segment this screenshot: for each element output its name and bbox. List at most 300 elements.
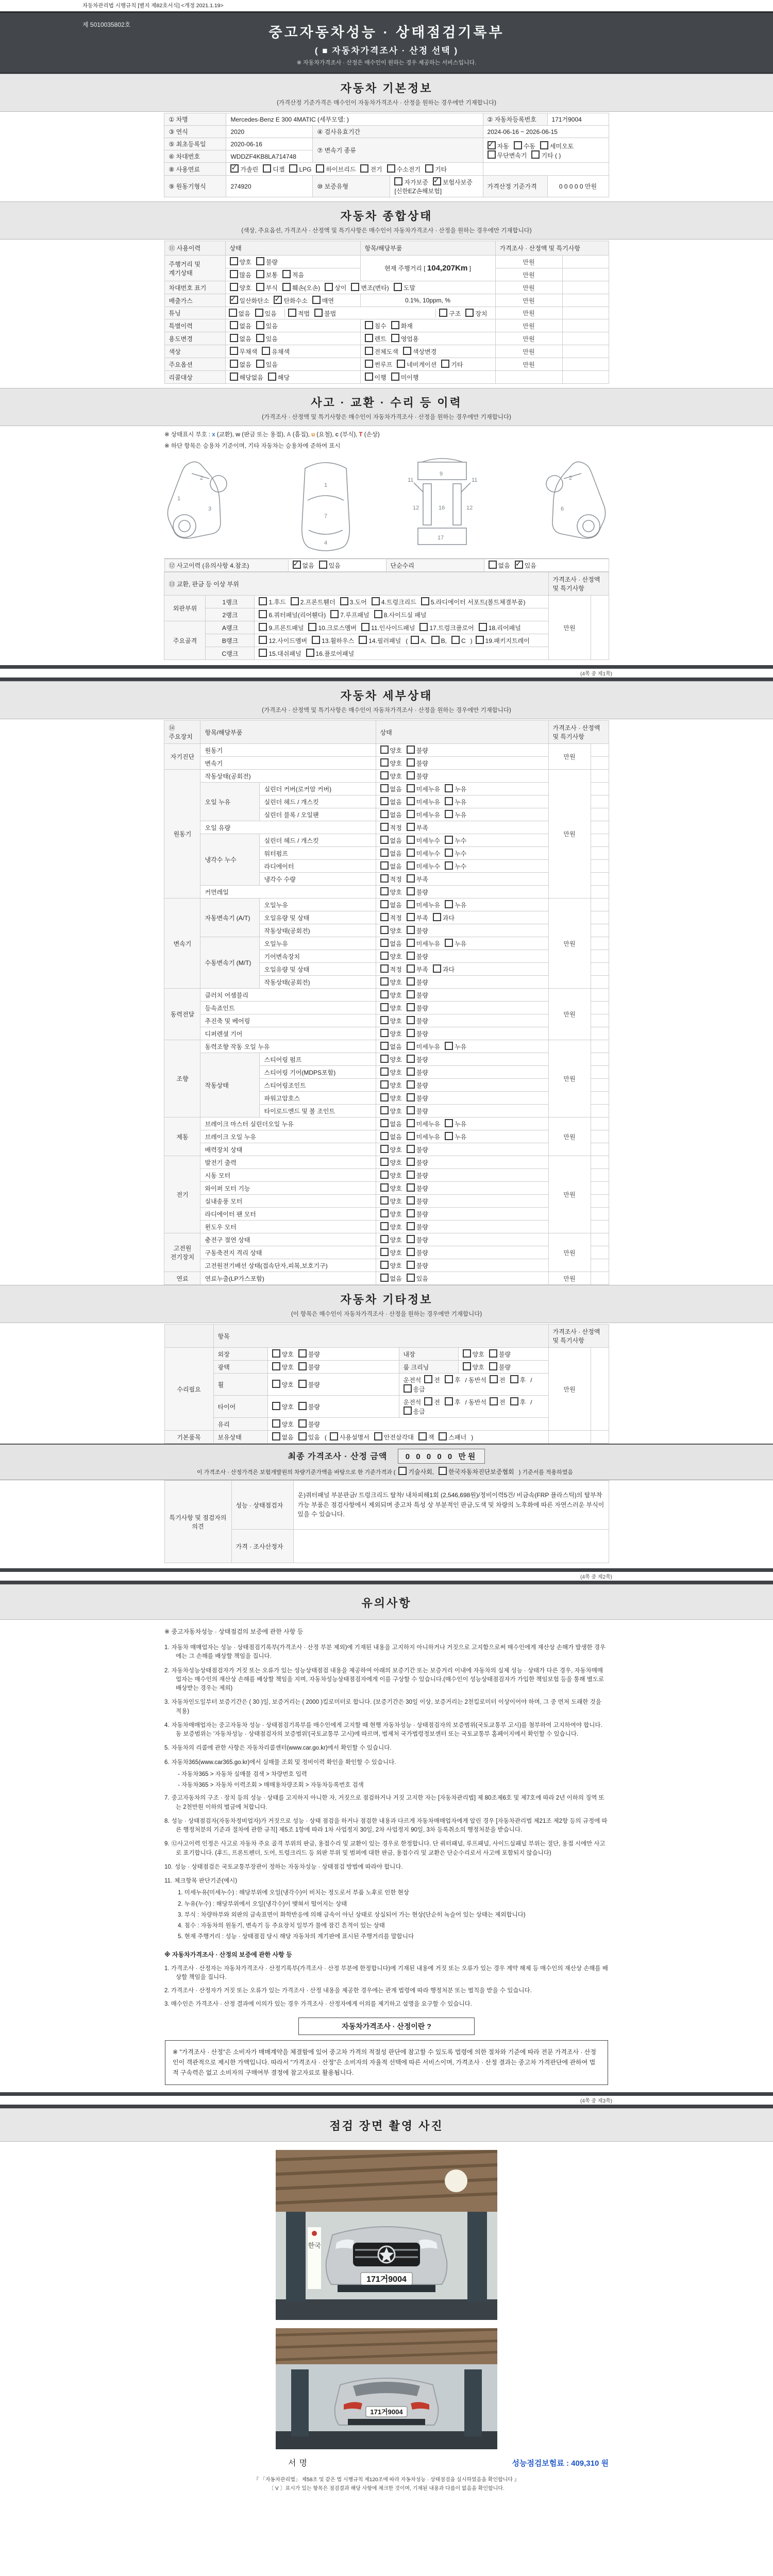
checkbox-box[interactable] (445, 849, 453, 857)
checkbox-양호[interactable] (380, 926, 402, 935)
checkbox-box[interactable] (407, 1196, 415, 1205)
checkbox-box[interactable] (230, 360, 238, 368)
checkbox-box[interactable] (407, 836, 415, 844)
checkbox-양호[interactable] (380, 1209, 402, 1218)
checkbox-없음[interactable] (380, 836, 402, 845)
checkbox-누유[interactable] (445, 1132, 466, 1141)
checkbox-box[interactable] (380, 784, 389, 792)
checkbox-box[interactable] (441, 360, 449, 368)
checkbox-box[interactable] (407, 1209, 415, 1217)
checkbox-box[interactable] (433, 177, 441, 185)
checkbox-box[interactable] (365, 372, 373, 381)
checkbox-양호[interactable] (380, 990, 402, 999)
checkbox-box[interactable] (380, 1029, 389, 1037)
checkbox-box[interactable] (380, 849, 389, 857)
checkbox-box[interactable] (365, 334, 373, 342)
checkbox-box[interactable] (380, 823, 389, 831)
checkbox-box[interactable] (230, 164, 239, 173)
checkbox-무단변속기[interactable] (488, 150, 527, 160)
checkbox-해당없음[interactable] (230, 372, 263, 382)
checkbox-box[interactable] (531, 150, 540, 159)
checkbox-box[interactable] (445, 861, 453, 870)
checkbox-불량[interactable] (407, 1029, 428, 1038)
checkbox-전[interactable] (424, 1397, 440, 1406)
checkbox-box[interactable] (268, 372, 276, 381)
checkbox-불량[interactable] (407, 1171, 428, 1180)
checkbox-box[interactable] (230, 296, 238, 304)
checkbox-box[interactable] (263, 164, 271, 173)
checkbox-불량[interactable] (407, 1067, 428, 1077)
checkbox-box[interactable] (380, 1067, 389, 1076)
checkbox-양호[interactable] (380, 1222, 402, 1231)
checkbox-한국자동차진단보증협회[interactable] (439, 1467, 514, 1476)
checkbox-불량[interactable] (407, 1183, 428, 1193)
checkbox-양호[interactable] (380, 1029, 402, 1038)
checkbox-자동[interactable] (488, 141, 509, 150)
checkbox-box[interactable] (510, 1375, 518, 1383)
checkbox-불량[interactable] (407, 990, 428, 999)
checkbox-box[interactable] (407, 1093, 415, 1101)
checkbox-7.루프패널[interactable] (330, 610, 369, 619)
checkbox-box[interactable] (229, 309, 237, 317)
checkbox-box[interactable] (291, 597, 299, 605)
checkbox-양호[interactable] (380, 1003, 402, 1012)
checkbox-있음[interactable] (256, 360, 278, 369)
checkbox-없음[interactable] (380, 797, 402, 806)
checkbox-기타[interactable] (425, 164, 447, 174)
checkbox-box[interactable] (306, 649, 314, 657)
checkbox-불량[interactable] (298, 1349, 320, 1359)
checkbox-있음[interactable] (298, 1432, 320, 1442)
checkbox-15.대쉬패널[interactable] (259, 649, 301, 658)
checkbox-box[interactable] (445, 1042, 453, 1050)
checkbox-적정[interactable] (380, 874, 402, 884)
checkbox-잭[interactable] (418, 1432, 434, 1442)
checkbox-구조[interactable] (439, 309, 461, 318)
checkbox-box[interactable] (407, 823, 415, 831)
checkbox-부족[interactable] (407, 964, 428, 974)
checkbox-box[interactable] (439, 309, 447, 317)
checkbox-양호[interactable] (380, 1080, 402, 1090)
checkbox-box[interactable] (380, 1093, 389, 1101)
checkbox-box[interactable] (312, 296, 321, 304)
checkbox-box[interactable] (445, 1397, 453, 1405)
checkbox-없음[interactable] (380, 849, 402, 858)
checkbox-가솔린[interactable] (230, 164, 258, 174)
checkbox-box[interactable] (288, 309, 296, 317)
checkbox-불량[interactable] (407, 758, 428, 768)
checkbox-미세누유[interactable] (407, 1042, 440, 1051)
checkbox-유채색[interactable] (262, 347, 290, 356)
checkbox-box[interactable] (407, 1016, 415, 1024)
checkbox-box[interactable] (407, 1145, 415, 1153)
checkbox-양호[interactable] (380, 1261, 402, 1270)
checkbox-box[interactable] (445, 900, 453, 908)
checkbox-네비게이션[interactable] (397, 360, 436, 369)
checkbox-있음[interactable] (256, 321, 278, 330)
checkbox-box[interactable] (298, 1380, 307, 1388)
checkbox-box[interactable] (380, 977, 389, 986)
checkbox-미세누유[interactable] (407, 1119, 440, 1128)
checkbox-양호[interactable] (380, 758, 402, 768)
checkbox-불량[interactable] (407, 1209, 428, 1218)
checkbox-box[interactable] (380, 810, 389, 818)
checkbox-양호[interactable] (380, 771, 402, 781)
checkbox-box[interactable] (403, 347, 411, 355)
checkbox-적정[interactable] (380, 823, 402, 832)
checkbox-box[interactable] (445, 1119, 453, 1127)
checkbox-box[interactable] (289, 164, 297, 173)
checkbox-box[interactable] (387, 164, 395, 173)
checkbox-불량[interactable] (489, 1362, 511, 1371)
checkbox-적음[interactable] (282, 270, 304, 279)
checkbox-불량[interactable] (407, 1106, 428, 1115)
checkbox-box[interactable] (380, 771, 389, 779)
checkbox-없음[interactable] (380, 1132, 402, 1141)
checkbox-렌트[interactable] (365, 334, 386, 343)
checkbox-box[interactable] (407, 758, 415, 767)
checkbox-적정[interactable] (380, 913, 402, 922)
checkbox-14.필러패널[interactable] (359, 636, 401, 645)
checkbox-보험사보증[interactable] (433, 177, 473, 187)
checkbox-후[interactable] (510, 1375, 526, 1384)
checkbox-box[interactable] (380, 990, 389, 998)
checkbox-전[interactable] (424, 1375, 440, 1384)
checkbox-화재[interactable] (391, 321, 413, 330)
checkbox-누수[interactable] (445, 849, 466, 858)
checkbox-box[interactable] (425, 164, 433, 173)
checkbox-불량[interactable] (407, 1003, 428, 1012)
checkbox-box[interactable] (407, 1080, 415, 1089)
checkbox-미세누유[interactable] (407, 797, 440, 806)
checkbox-box[interactable] (433, 913, 441, 921)
checkbox-box[interactable] (380, 926, 389, 934)
checkbox-B,[interactable] (431, 636, 447, 645)
checkbox-box[interactable] (424, 1375, 432, 1383)
checkbox-불량[interactable] (407, 952, 428, 961)
checkbox-양호[interactable] (272, 1419, 294, 1429)
checkbox-양호[interactable] (380, 1145, 402, 1154)
checkbox-없음[interactable] (293, 561, 314, 570)
checkbox-box[interactable] (407, 849, 415, 857)
checkbox-box[interactable] (259, 636, 267, 644)
checkbox-box[interactable] (407, 1235, 415, 1243)
checkbox-box[interactable] (272, 1432, 280, 1440)
checkbox-box[interactable] (298, 1419, 307, 1428)
checkbox-8.사이드실 패널[interactable] (374, 610, 427, 619)
checkbox-box[interactable] (418, 1432, 427, 1440)
checkbox-많음[interactable] (230, 270, 251, 279)
checkbox-불량[interactable] (407, 1261, 428, 1270)
checkbox-box[interactable] (272, 1419, 280, 1428)
checkbox-box[interactable] (365, 321, 373, 329)
checkbox-box[interactable] (380, 1274, 389, 1282)
checkbox-box[interactable] (398, 1467, 407, 1475)
checkbox-box[interactable] (314, 309, 323, 317)
checkbox-box[interactable] (380, 1261, 389, 1269)
checkbox-양호[interactable] (272, 1362, 294, 1371)
checkbox-box[interactable] (445, 810, 453, 818)
checkbox-box[interactable] (272, 1349, 280, 1358)
checkbox-미세누수[interactable] (407, 836, 440, 845)
checkbox-box[interactable] (463, 1349, 471, 1358)
checkbox-불량[interactable] (489, 1349, 511, 1359)
checkbox-box[interactable] (488, 141, 496, 149)
checkbox-불량[interactable] (407, 771, 428, 781)
checkbox-box[interactable] (319, 561, 327, 569)
checkbox-box[interactable] (380, 964, 389, 973)
checkbox-box[interactable] (407, 1222, 415, 1230)
checkbox-box[interactable] (439, 1432, 447, 1440)
checkbox-box[interactable] (407, 771, 415, 779)
checkbox-box[interactable] (380, 1196, 389, 1205)
checkbox-box[interactable] (298, 1362, 307, 1370)
checkbox-6.쿼터패널(리어휀다)[interactable] (259, 610, 326, 619)
checkbox-18.리어패널[interactable] (479, 623, 521, 632)
checkbox-box[interactable] (407, 1042, 415, 1050)
checkbox-box[interactable] (380, 1119, 389, 1127)
checkbox-양호[interactable] (380, 1093, 402, 1103)
checkbox-하이브리드[interactable] (316, 164, 356, 174)
checkbox-없음[interactable] (380, 861, 402, 871)
checkbox-box[interactable] (476, 636, 484, 644)
checkbox-없음[interactable] (380, 1042, 402, 1051)
checkbox-있음[interactable] (319, 561, 341, 570)
checkbox-누수[interactable] (445, 861, 466, 871)
checkbox-box[interactable] (230, 334, 238, 342)
checkbox-응급[interactable] (404, 1406, 425, 1416)
checkbox-스패너[interactable] (439, 1432, 466, 1442)
checkbox-불량[interactable] (407, 1016, 428, 1025)
checkbox-4.트렁크리드[interactable] (372, 597, 416, 606)
checkbox-썬루프[interactable] (365, 360, 393, 369)
checkbox-훼손(오손)[interactable] (282, 283, 320, 292)
checkbox-누유[interactable] (445, 784, 466, 793)
checkbox-양호[interactable] (463, 1349, 484, 1359)
checkbox-13.휠하우스[interactable] (312, 636, 354, 645)
checkbox-없음[interactable] (380, 1119, 402, 1128)
checkbox-부족[interactable] (407, 874, 428, 884)
checkbox-수소전기[interactable] (387, 164, 421, 174)
checkbox-box[interactable] (256, 257, 264, 265)
checkbox-보통[interactable] (256, 270, 278, 279)
checkbox-box[interactable] (489, 561, 497, 569)
checkbox-box[interactable] (374, 1432, 382, 1440)
checkbox-침수[interactable] (365, 321, 386, 330)
checkbox-양호[interactable] (380, 1106, 402, 1115)
checkbox-과다[interactable] (433, 913, 455, 922)
checkbox-box[interactable] (489, 1362, 497, 1370)
checkbox-box[interactable] (230, 372, 238, 381)
checkbox-미이행[interactable] (391, 372, 419, 382)
checkbox-box[interactable] (407, 1106, 415, 1114)
checkbox-미세누유[interactable] (407, 939, 440, 948)
checkbox-불량[interactable] (256, 257, 278, 266)
checkbox-box[interactable] (421, 597, 429, 605)
checkbox-box[interactable] (431, 636, 440, 644)
checkbox-부식[interactable] (256, 283, 278, 292)
checkbox-box[interactable] (230, 257, 238, 265)
checkbox-box[interactable] (380, 836, 389, 844)
checkbox-box[interactable] (380, 1132, 389, 1140)
checkbox-box[interactable] (407, 952, 415, 960)
checkbox-box[interactable] (380, 1183, 389, 1192)
checkbox-양호[interactable] (272, 1349, 294, 1359)
checkbox-box[interactable] (404, 1384, 412, 1393)
checkbox-기술사회,[interactable] (398, 1467, 434, 1476)
checkbox-box[interactable] (407, 1003, 415, 1011)
checkbox-box[interactable] (365, 347, 373, 355)
checkbox-12.사이드멤버[interactable] (259, 636, 307, 645)
checkbox-box[interactable] (380, 758, 389, 767)
checkbox-양호[interactable] (380, 1183, 402, 1193)
checkbox-누유[interactable] (445, 797, 466, 806)
checkbox-box[interactable] (380, 797, 389, 805)
checkbox-자가보증[interactable] (394, 177, 428, 187)
checkbox-box[interactable] (445, 1132, 453, 1140)
checkbox-누유[interactable] (445, 810, 466, 819)
checkbox-양호[interactable] (380, 1171, 402, 1180)
checkbox-box[interactable] (407, 926, 415, 934)
checkbox-불량[interactable] (407, 1080, 428, 1090)
checkbox-box[interactable] (298, 1349, 307, 1358)
checkbox-box[interactable] (510, 1397, 518, 1405)
checkbox-box[interactable] (407, 1158, 415, 1166)
checkbox-box[interactable] (391, 334, 399, 342)
checkbox-미세누유[interactable] (407, 810, 440, 819)
checkbox-양호[interactable] (380, 1016, 402, 1025)
checkbox-box[interactable] (439, 1467, 447, 1475)
checkbox-box[interactable] (380, 913, 389, 921)
checkbox-수동[interactable] (514, 141, 535, 150)
checkbox-box[interactable] (380, 745, 389, 754)
checkbox-box[interactable] (394, 283, 402, 291)
checkbox-box[interactable] (514, 141, 522, 149)
checkbox-미세누수[interactable] (407, 861, 440, 871)
checkbox-전[interactable] (490, 1375, 506, 1384)
checkbox-box[interactable] (380, 1209, 389, 1217)
checkbox-양호[interactable] (380, 1196, 402, 1206)
checkbox-box[interactable] (407, 1171, 415, 1179)
checkbox-box[interactable] (394, 177, 402, 185)
checkbox-box[interactable] (407, 1132, 415, 1140)
checkbox-양호[interactable] (380, 745, 402, 755)
checkbox-box[interactable] (282, 283, 291, 291)
checkbox-box[interactable] (259, 610, 267, 618)
checkbox-box[interactable] (407, 977, 415, 986)
checkbox-불량[interactable] (298, 1419, 320, 1429)
checkbox-불량[interactable] (407, 745, 428, 755)
checkbox-box[interactable] (230, 347, 238, 355)
checkbox-누유[interactable] (445, 939, 466, 948)
checkbox-사용설명서[interactable] (330, 1432, 369, 1442)
checkbox-box[interactable] (380, 1158, 389, 1166)
checkbox-box[interactable] (325, 283, 333, 291)
checkbox-탄화수소[interactable] (274, 296, 307, 305)
checkbox-없음[interactable] (230, 321, 251, 330)
checkbox-불량[interactable] (298, 1402, 320, 1411)
checkbox-box[interactable] (407, 784, 415, 792)
checkbox-box[interactable] (380, 900, 389, 908)
checkbox-1.후드[interactable] (259, 597, 285, 606)
checkbox-있음[interactable] (515, 561, 536, 570)
checkbox-부족[interactable] (407, 913, 428, 922)
checkbox-box[interactable] (262, 347, 270, 355)
checkbox-불량[interactable] (407, 1248, 428, 1257)
checkbox-box[interactable] (445, 784, 453, 792)
checkbox-box[interactable] (312, 636, 320, 644)
checkbox-일산화탄소[interactable] (230, 296, 270, 305)
checkbox-없음[interactable] (380, 810, 402, 819)
checkbox-없음[interactable] (230, 360, 251, 369)
checkbox-box[interactable] (407, 887, 415, 895)
checkbox-box[interactable] (380, 1003, 389, 1011)
checkbox-불량[interactable] (407, 1158, 428, 1167)
checkbox-box[interactable] (380, 1055, 389, 1063)
checkbox-없음[interactable] (380, 900, 402, 909)
checkbox-변조(변타)[interactable] (351, 283, 389, 292)
checkbox-box[interactable] (316, 164, 324, 173)
checkbox-box[interactable] (404, 1406, 412, 1415)
checkbox-양호[interactable] (230, 283, 251, 292)
checkbox-불량[interactable] (407, 1235, 428, 1244)
checkbox-box[interactable] (445, 836, 453, 844)
checkbox-후[interactable] (445, 1397, 461, 1406)
checkbox-후[interactable] (445, 1375, 461, 1384)
checkbox-box[interactable] (230, 321, 238, 329)
checkbox-box[interactable] (272, 1402, 280, 1410)
checkbox-무채색[interactable] (230, 347, 258, 356)
checkbox-전체도색[interactable] (365, 347, 398, 356)
checkbox-box[interactable] (372, 597, 380, 605)
checkbox-box[interactable] (380, 939, 389, 947)
checkbox-box[interactable] (407, 797, 415, 805)
checkbox-안전삼각대[interactable] (374, 1432, 414, 1442)
checkbox-양호[interactable] (272, 1402, 294, 1411)
checkbox-box[interactable] (365, 360, 373, 368)
checkbox-이행[interactable] (365, 372, 386, 382)
checkbox-box[interactable] (274, 296, 282, 304)
checkbox-box[interactable] (380, 861, 389, 870)
checkbox-미세누유[interactable] (407, 784, 440, 793)
checkbox-없음[interactable] (272, 1432, 294, 1442)
checkbox-box[interactable] (465, 309, 474, 317)
checkbox-전기[interactable] (360, 164, 382, 174)
checkbox-box[interactable] (380, 1248, 389, 1256)
checkbox-box[interactable] (407, 1183, 415, 1192)
checkbox-양호[interactable] (380, 977, 402, 987)
checkbox-색상변경[interactable] (403, 347, 436, 356)
checkbox-box[interactable] (380, 1106, 389, 1114)
checkbox-box[interactable] (360, 164, 368, 173)
checkbox-box[interactable] (340, 597, 348, 605)
checkbox-영업용[interactable] (391, 334, 419, 343)
checkbox-box[interactable] (380, 1171, 389, 1179)
checkbox-box[interactable] (407, 990, 415, 998)
checkbox-box[interactable] (433, 964, 441, 973)
checkbox-box[interactable] (259, 623, 267, 631)
checkbox-불량[interactable] (407, 977, 428, 987)
checkbox-box[interactable] (445, 797, 453, 805)
checkbox-box[interactable] (445, 939, 453, 947)
checkbox-양호[interactable] (380, 1067, 402, 1077)
checkbox-불량[interactable] (407, 1145, 428, 1154)
checkbox-box[interactable] (407, 1274, 415, 1282)
checkbox-box[interactable] (407, 1067, 415, 1076)
checkbox-box[interactable] (407, 1248, 415, 1256)
checkbox-box[interactable] (419, 623, 428, 631)
checkbox-box[interactable] (230, 270, 238, 278)
